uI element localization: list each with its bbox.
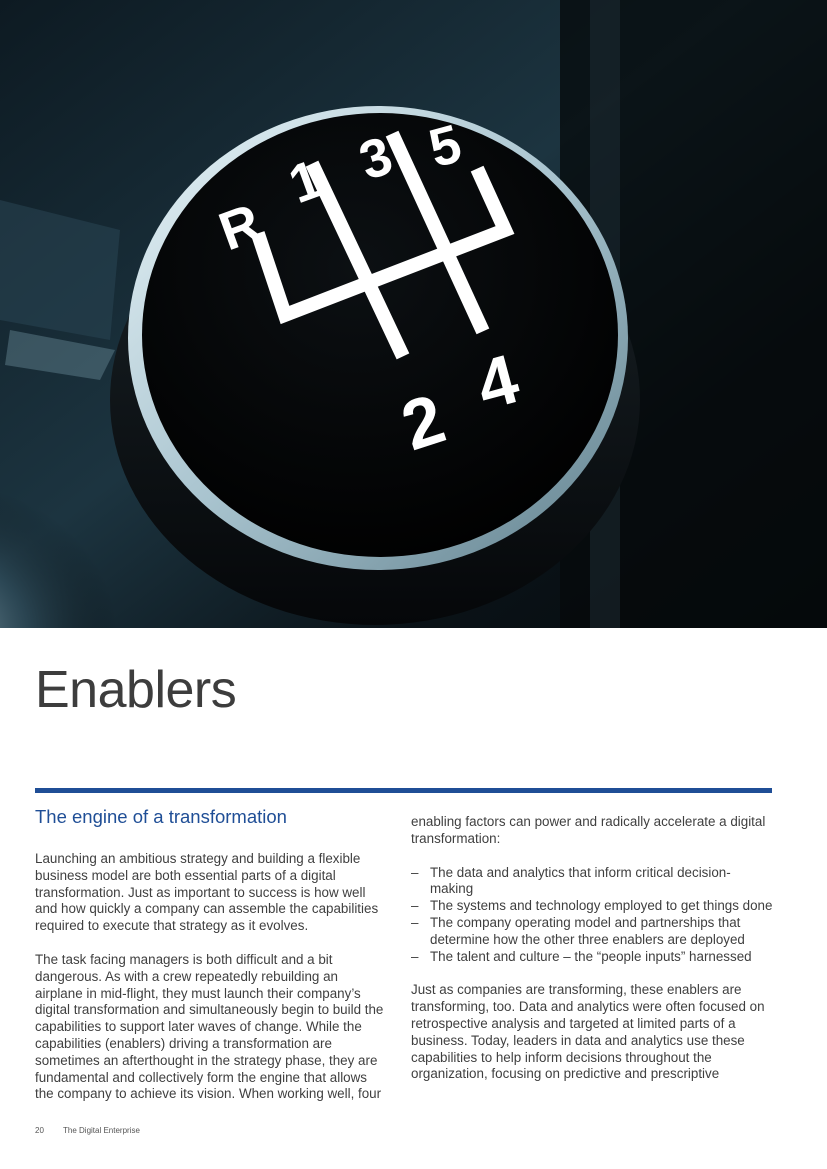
body-paragraph: Launching an ambitious strategy and building a flexible business model are both essential parts of a digital transformation. Just as important to success is how well and how quickly a company can assemble the capabilities required to execute that strategy as it evolves. — [35, 851, 379, 934]
body-paragraph: The task facing managers is both difficult and a bit dangerous. As with a crew repeatedly rebuilding an airplane in mid-flight, they must launch their company’s digital transformation and simultaneously begin to build the capabilities to support later waves of change. While the capabilities (enablers) driving a transformation are sometimes an afterthought in the strategy phase, they are fundamental and collectively form the engine that allows the company to achieve its vision. When working well, four — [35, 951, 384, 1102]
section-heading: The engine of a transformation — [35, 806, 287, 827]
svg-text:1: 1 — [281, 148, 331, 216]
right-column — [411, 814, 773, 1100]
svg-text:2: 2 — [392, 379, 454, 466]
section-divider — [35, 788, 772, 793]
list-item-text: The company operating model and partnerships that determine how the other three enablers are deployed — [430, 914, 745, 947]
page-title: Enablers — [35, 661, 237, 719]
svg-text:R: R — [211, 192, 269, 263]
body-paragraph: Just as companies are transforming, these enablers are transforming, too. Data and analytics were often focused on retrospective analysis and targeted at limited parts of a business. Today, leaders in data and analytics use these capabilities to help inform decisions throughout the organization, focusing on predictive and prescriptive — [411, 982, 765, 1082]
bullet-dash: – — [411, 948, 419, 964]
bullet-dash: – — [411, 914, 419, 930]
enablers-list — [411, 865, 773, 966]
svg-text:3: 3 — [352, 125, 400, 192]
body-paragraph: enabling factors can power and radically accelerate a digital transformation: — [411, 814, 766, 846]
list-item-text: The talent and culture – the “people inputs” harnessed — [430, 948, 752, 964]
list-item — [411, 949, 773, 966]
svg-text:4: 4 — [468, 339, 527, 425]
bullet-dash: – — [411, 898, 419, 914]
page-number: 20 — [35, 1126, 44, 1135]
list-item-text: The systems and technology employed to get things done — [430, 898, 773, 914]
list-item-text: The data and analytics that inform critical decision-making — [430, 864, 731, 897]
list-item — [411, 865, 773, 899]
bullet-dash: – — [411, 864, 419, 880]
left-column — [35, 806, 387, 1120]
list-item — [411, 898, 773, 915]
svg-text:5: 5 — [422, 113, 468, 180]
list-item — [411, 915, 773, 949]
publication-name: The Digital Enterprise — [63, 1126, 140, 1135]
